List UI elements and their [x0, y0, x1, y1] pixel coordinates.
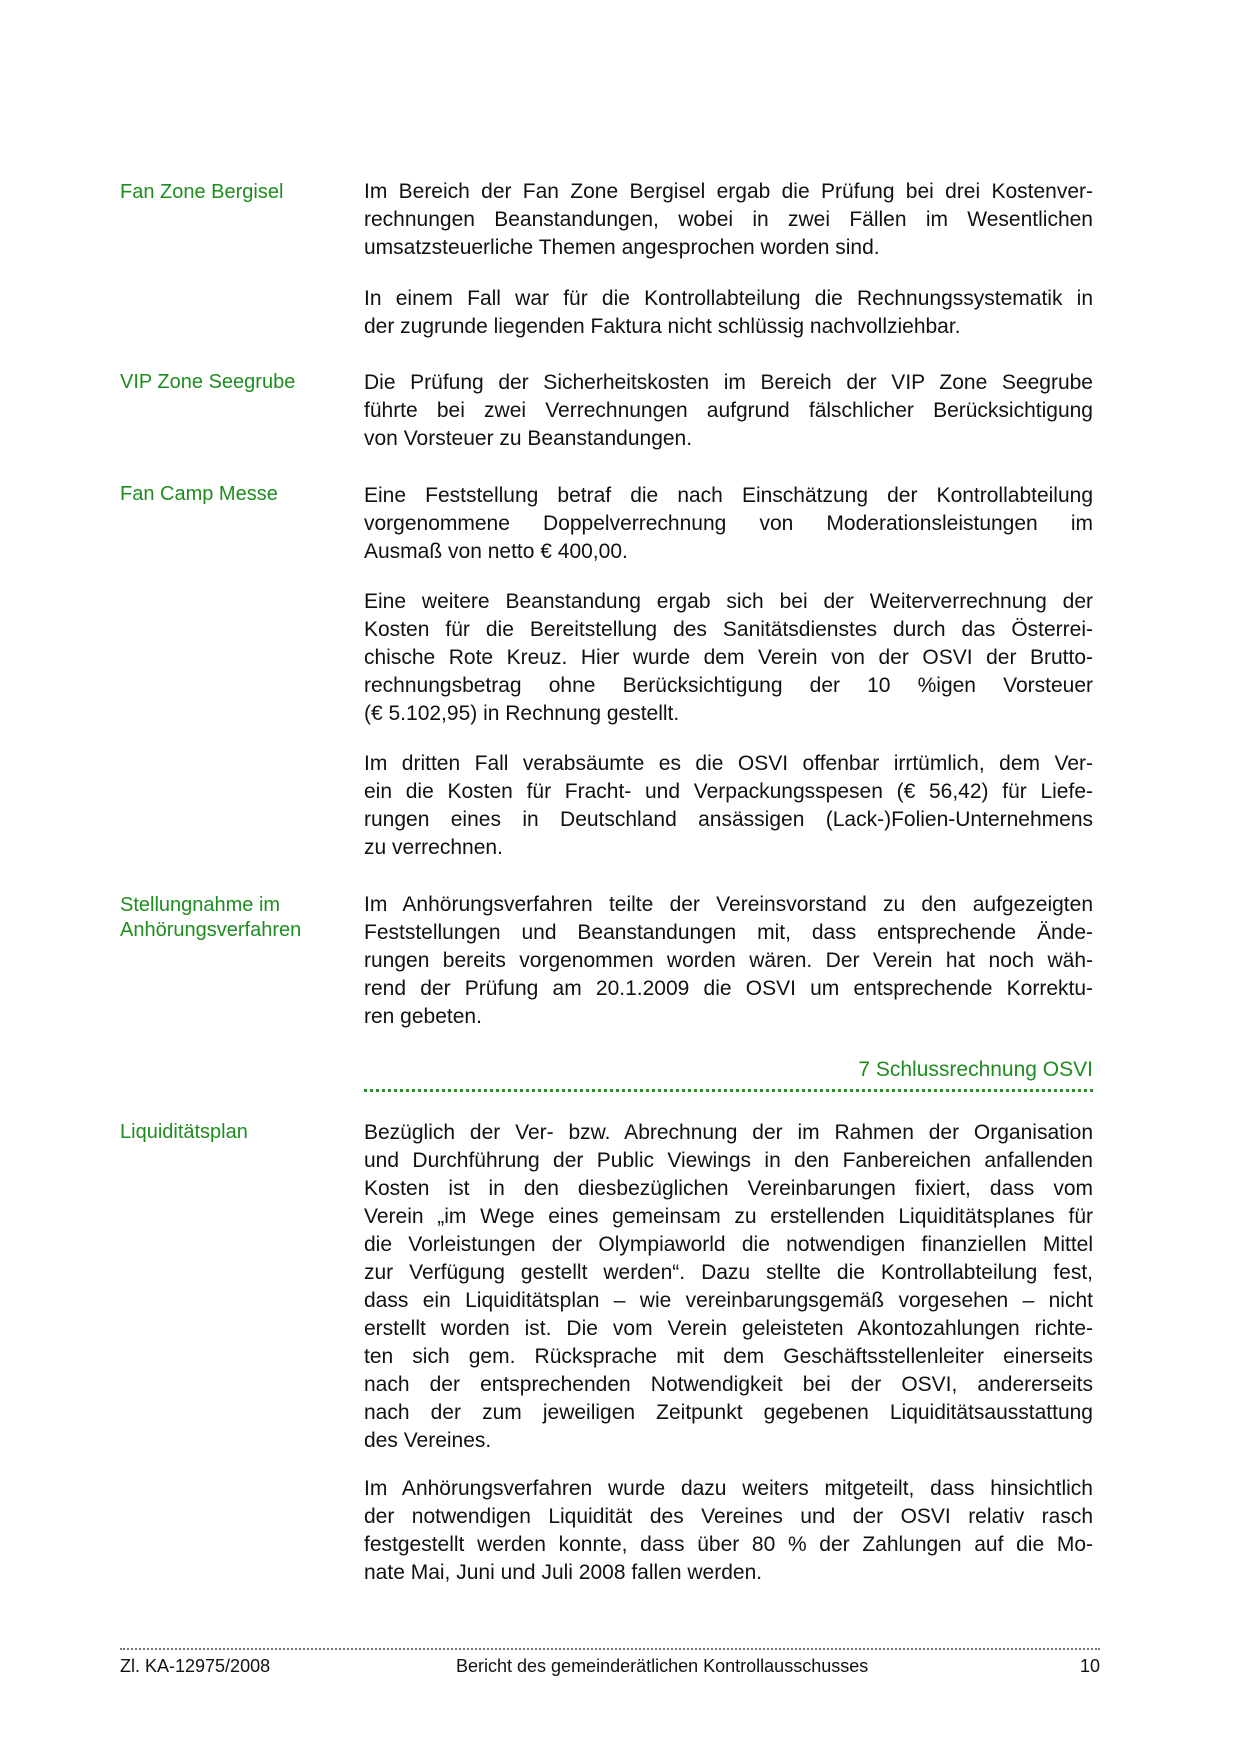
text-line: ren gebeten.	[364, 1005, 482, 1028]
text-line: der zugrunde liegenden Faktura nicht schlüssig nachvollziehbar.	[364, 315, 961, 338]
margin-label-line: Fan Zone Bergisel	[120, 181, 284, 203]
text-line: Kosten ist in den diesbezüglichen Vereinbarungen fixiert, dass vom	[364, 1177, 1093, 1200]
margin-label-line: Anhörungsverfahren	[120, 919, 302, 941]
text-line: nach der entsprechenden Notwendigkeit bei der OSVI, andererseits	[364, 1373, 1093, 1396]
text-line: führte bei zwei Verrechnungen aufgrund fälschlicher Berücksichtigung	[364, 399, 1093, 422]
margin-label-line: Fan Camp Messe	[120, 483, 278, 505]
text-line: Eine Feststellung betraf die nach Einschätzung der Kontrollabteilung	[364, 484, 1093, 507]
text-line: rechnungsbetrag ohne Berücksichtigung der 10 %igen Vorsteuer	[364, 674, 1093, 697]
body-paragraph	[364, 369, 1093, 453]
text-line: rungen eines in Deutschland ansässigen (Lack-)Folien-Unternehmens	[364, 808, 1093, 831]
heading-divider	[364, 1089, 1093, 1092]
margin-label	[120, 482, 278, 507]
text-line: Kosten für die Bereitstellung des Sanitätsdienstes durch das Österrei-	[364, 618, 1093, 641]
footer-divider	[120, 1648, 1100, 1650]
margin-label	[120, 370, 295, 395]
body-paragraph	[364, 1119, 1093, 1455]
text-line: Im Anhörungsverfahren wurde dazu weiters mitgeteilt, dass hinsichtlich	[364, 1477, 1093, 1500]
text-line: Im Bereich der Fan Zone Bergisel ergab die Prüfung bei drei Kostenver-	[364, 180, 1093, 203]
text-line: ten sich gem. Rücksprache mit dem Geschäftsstellenleiter einerseits	[364, 1345, 1093, 1368]
margin-label-line: VIP Zone Seegrube	[120, 371, 296, 393]
text-line: Bezüglich der Ver- bzw. Abrechnung der im Rahmen der Organisation	[364, 1121, 1093, 1144]
text-line: zu verrechnen.	[364, 836, 503, 859]
page-number: 10	[1079, 1656, 1100, 1676]
text-line: und Durchführung der Public Viewings in den Fanbereichen anfallenden	[364, 1149, 1093, 1172]
text-line: des Vereines.	[364, 1429, 492, 1452]
text-line: Ausmaß von netto € 400,00.	[364, 540, 628, 563]
body-paragraph	[364, 891, 1093, 1031]
text-line: rungen bereits vorgenommen worden wären. Der Verein hat noch wäh-	[364, 949, 1093, 972]
text-line: nach der zum jeweiligen Zeitpunkt gegebenen Liquiditätsausstattung	[364, 1401, 1093, 1424]
body-paragraph	[364, 178, 1093, 262]
text-line: Die Prüfung der Sicherheitskosten im Bereich der VIP Zone Seegrube	[364, 371, 1093, 394]
text-line: die Vorleistungen der Olympiaworld die notwendigen finanziellen Mittel	[364, 1233, 1093, 1256]
text-line: Im dritten Fall verabsäumte es die OSVI offenbar irrtümlich, dem Ver-	[364, 752, 1093, 775]
body-paragraph	[364, 588, 1093, 728]
text-line: nate Mai, Juni und Juli 2008 fallen werden.	[364, 1561, 763, 1584]
body-paragraph	[364, 750, 1093, 862]
margin-label-line: Liquiditätsplan	[120, 1121, 248, 1143]
text-line: Im Anhörungsverfahren teilte der Vereinsvorstand zu den aufgezeigten	[364, 893, 1093, 916]
text-line: dass ein Liquiditätsplan – wie vereinbarungsgemäß vorgesehen – nicht	[364, 1289, 1093, 1312]
margin-label-line: Stellungnahme im	[120, 894, 281, 916]
body-paragraph	[364, 1475, 1093, 1587]
text-line: rend der Prüfung am 20.1.2009 die OSVI um entsprechende Korrektu-	[364, 977, 1093, 1000]
margin-label	[120, 180, 283, 205]
text-line: umsatzsteuerliche Themen angesprochen worden sind.	[364, 236, 880, 259]
margin-label	[120, 893, 301, 943]
text-line: ein die Kosten für Fracht- und Verpackungsspesen (€ 56,42) für Liefe-	[364, 780, 1093, 803]
footer-title: Bericht des gemeinderätlichen Kontrollausschusses	[456, 1656, 869, 1676]
body-paragraph	[364, 285, 1093, 341]
body-paragraph	[364, 482, 1093, 566]
footer-reference: Zl. KA-12975/2008	[120, 1656, 271, 1676]
text-line: festgestellt werden konnte, dass über 80 % der Zahlungen auf die Mo-	[364, 1533, 1093, 1556]
text-line: rechnungen Beanstandungen, wobei in zwei Fällen im Wesentlichen	[364, 208, 1093, 231]
text-line: Feststellungen und Beanstandungen mit, dass entsprechende Ände-	[364, 921, 1093, 944]
text-line: zur Verfügung gestellt werden“. Dazu stellte die Kontrollabteilung fest,	[364, 1261, 1093, 1284]
text-line: Verein „im Wege eines gemeinsam zu erstellenden Liquiditätsplanes für	[364, 1205, 1093, 1228]
chapter-heading: 7 Schlussrechnung OSVI	[858, 1058, 1093, 1081]
text-line: chische Rote Kreuz. Hier wurde dem Verein von der OSVI der Brutto-	[364, 646, 1093, 669]
text-line: vorgenommene Doppelverrechnung von Moderationsleistungen im	[364, 512, 1093, 535]
text-line: (€ 5.102,95) in Rechnung gestellt.	[364, 702, 680, 725]
text-line: von Vorsteuer zu Beanstandungen.	[364, 427, 693, 450]
text-line: der notwendigen Liquidität des Vereines und der OSVI relativ rasch	[364, 1505, 1093, 1528]
text-line: erstellt worden ist. Die vom Verein geleisteten Akontozahlungen richte-	[364, 1317, 1093, 1340]
text-line: Eine weitere Beanstandung ergab sich bei der Weiterverrechnung der	[364, 590, 1093, 613]
text-line: In einem Fall war für die Kontrollabteilung die Rechnungssystematik in	[364, 287, 1093, 310]
margin-label	[120, 1120, 248, 1145]
